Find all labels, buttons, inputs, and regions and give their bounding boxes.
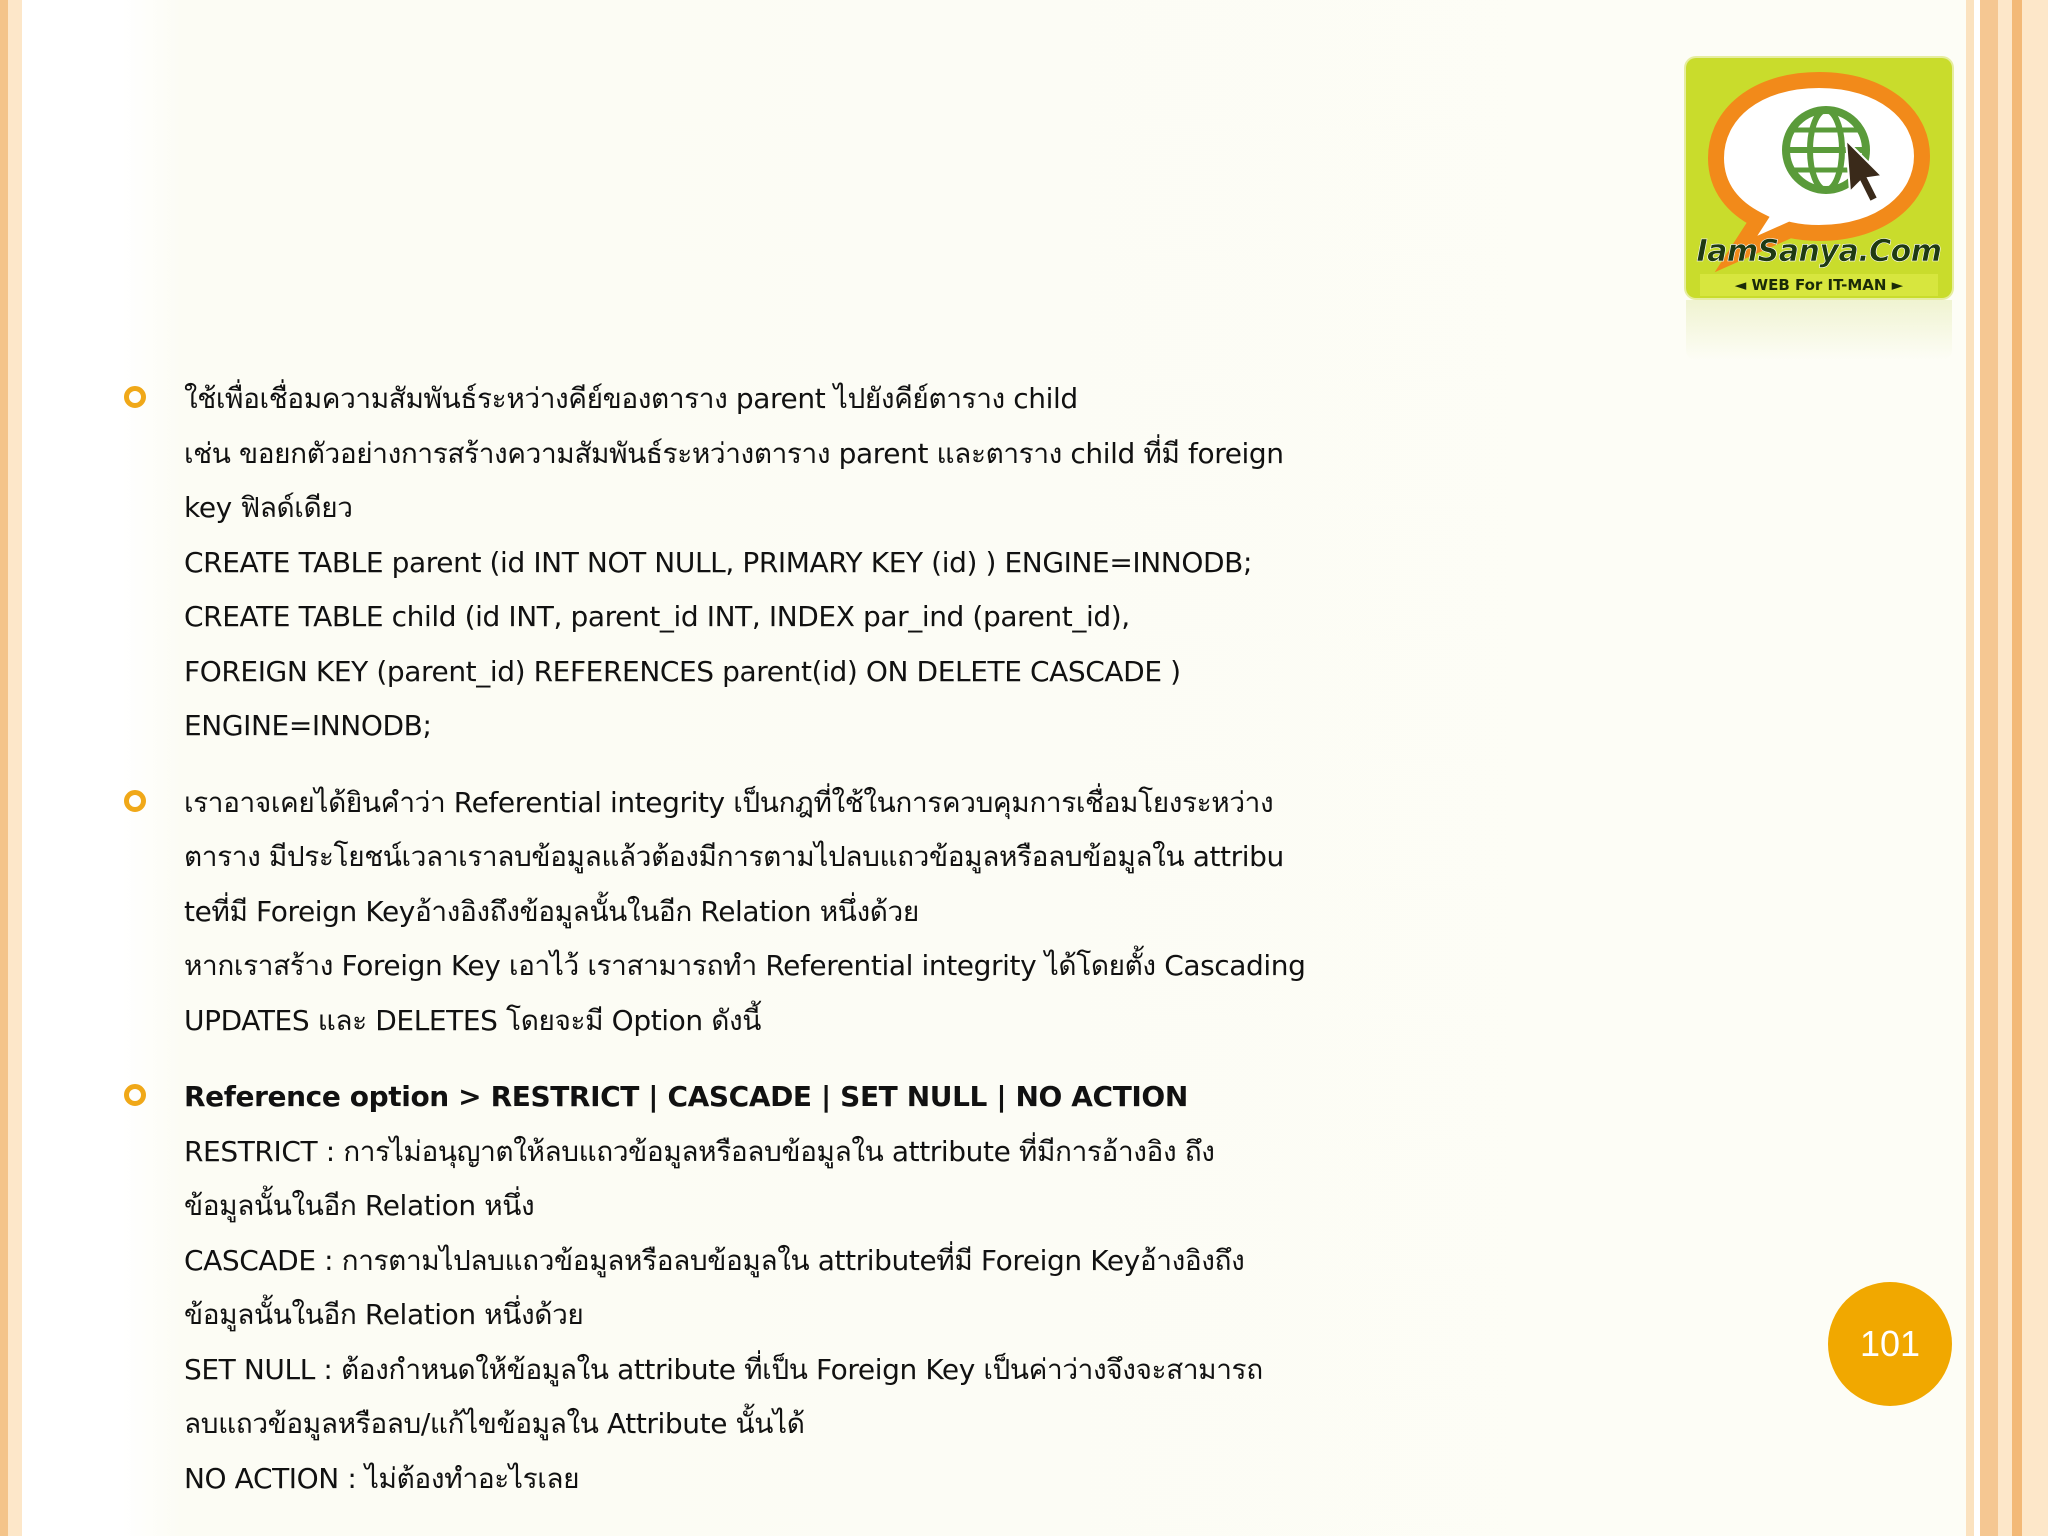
sql-line: CREATE TABLE parent (id INT NOT NULL, PRIMARY KEY (id) ) ENGINE=INNODB;	[184, 545, 1252, 579]
text-line: teที่มี Foreign Keyอ้างอิงถึงข้อมูลนั้นในอีก Relation หนึ่งด้วย	[184, 894, 919, 928]
text-line: เราอาจเคยได้ยินคำว่า Referential integrity เป็นกฎที่ใช้ในการควบคุมการเชื่อมโยงระหว่าง	[184, 785, 1274, 819]
bullet-reference-options	[120, 1070, 1900, 1506]
option-restrict-line: RESTRICT : การไม่อนุญาตให้ลบแถวข้อมูลหรือลบข้อมูลใน attribute ที่มีการอ้างอิง ถึง	[184, 1134, 1215, 1168]
option-set-null-line: SET NULL : ต้องกำหนดให้ข้อมูลใน attribute ที่เป็น Foreign Key เป็นค่าว่างจึงจะสามารถ	[184, 1352, 1263, 1386]
logo-brand-text: IamSanya.Com	[1696, 234, 1942, 269]
slide-content	[120, 372, 1900, 1528]
logo-reflection	[1686, 300, 1952, 360]
page-number-badge: 101	[1828, 1282, 1952, 1406]
left-border-stripe	[0, 0, 22, 1536]
right-border-stripes	[1966, 0, 2048, 1536]
ring-bullet-icon	[124, 790, 146, 812]
option-cascade-line: CASCADE : การตามไปลบแถวข้อมูลหรือลบข้อมูลใน attributeที่มี Foreign Keyอ้างอิงถึง	[184, 1243, 1245, 1277]
text-line: หากเราสร้าง Foreign Key เอาไว้ เราสามารถทำ Referential integrity ได้โดยตั้ง Cascading	[184, 949, 1306, 982]
logo-tagline: ◄ WEB For IT-MAN ►	[1700, 274, 1938, 296]
option-no-action-line: NO ACTION : ไม่ต้องทำอะไรเลย	[184, 1461, 580, 1495]
sql-line: FOREIGN KEY (parent_id) REFERENCES parent(id) ON DELETE CASCADE )	[184, 654, 1181, 688]
bullet-referential-integrity	[120, 776, 1900, 1049]
text-line: เช่น ขอยกตัวอย่างการสร้างความสัมพันธ์ระหว่างตาราง parent และตาราง child ที่มี foreign	[184, 436, 1284, 470]
text-line: ตาราง มีประโยชน์เวลาเราลบข้อมูลแล้วต้องมีการตามไปลบแถวข้อมูลหรือลบข้อมูลใน attribu	[184, 840, 1284, 873]
text-line: key ฟิลด์เดียว	[184, 491, 353, 524]
sql-line: CREATE TABLE child (id INT, parent_id INT, INDEX par_ind (parent_id),	[184, 600, 1130, 633]
reference-option-heading: Reference option > RESTRICT | CASCADE | SET NULL | NO ACTION	[184, 1080, 1188, 1113]
ring-bullet-icon	[124, 1084, 146, 1106]
option-cascade-line: ข้อมูลนั้นในอีก Relation หนึ่งด้วย	[184, 1298, 584, 1331]
ring-bullet-icon	[124, 386, 146, 408]
iamsanya-logo	[1686, 58, 1952, 298]
text-line: UPDATES และ DELETES โดยจะมี Option ดังนี้	[184, 1003, 762, 1037]
option-restrict-line: ข้อมูลนั้นในอีก Relation หนึ่ง	[184, 1189, 535, 1222]
sql-line: ENGINE=INNODB;	[184, 709, 432, 742]
bullet-foreign-key-intro	[120, 372, 1900, 754]
option-set-null-line: ลบแถวข้อมูลหรือลบ/แก้ไขข้อมูลใน Attribute นั้นได้	[184, 1407, 805, 1440]
text-line: ใช้เพื่อเชื่อมความสัมพันธ์ระหว่างคีย์ของตาราง parent ไปยังคีย์ตาราง child	[184, 382, 1078, 415]
